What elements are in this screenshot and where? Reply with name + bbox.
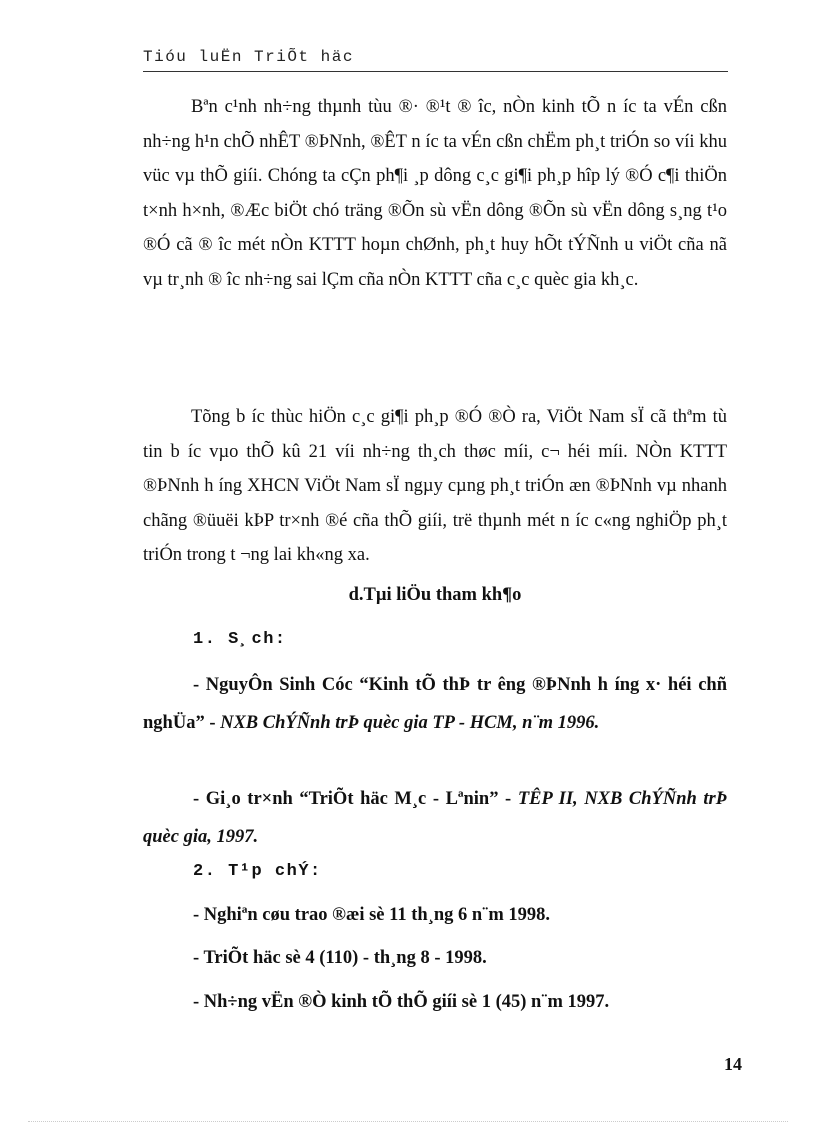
- reference-journal-3: - Nh÷ng vËn ®Ò kinh tÕ thÕ giíi sè 1 (45) n¨m 1997.: [193, 992, 610, 1012]
- header-divider: [143, 71, 728, 72]
- reference-book-2: [143, 780, 727, 856]
- body-paragraph-2: Tõng b íc thùc hiÖn c¸c gi¶i ph¸p ®Ó ®Ò ra, ViÖt Nam sÏ cã thªm tù tin b íc vµo thÕ kû 21 víi nh÷ng th¸ch thøc míi, c¬ héi míi. NÒn KTTT ®ÞNnh h íng XHCN ViÖt Nam sÏ ngµy cµng ph¸t triÓn æn ®ÞNnh vµ nhanh chãng ®üuëi kÞP tr×nh ®é cña thÕ giíi, trë thµnh mét n íc c«ng nghiÖp ph¸t triÓn trong t ¬ng lai kh«ng xa.: [143, 407, 727, 565]
- reference-book-2-source: TÊP II, NXB ChÝÑnh trÞ quèc gia, 1997.: [143, 789, 728, 847]
- books-subheading: 1. S¸ch:: [193, 630, 287, 649]
- reference-book-2-text: - Gi¸o tr×nh “TriÕt häc M¸c - Lªnin” -: [193, 789, 518, 809]
- page-bottom-border: [28, 1121, 788, 1122]
- references-heading: d.Tµi liÖu tham kh¶o: [348, 585, 522, 605]
- reference-book-1-source: NXB ChÝÑnh trÞ quèc gia TP - HCM, n¨m 1996.: [220, 713, 600, 733]
- journals-subheading: 2. T¹p chÝ:: [193, 862, 322, 881]
- reference-book-1-text: - NguyÔn Sinh Cóc “Kinh tÕ thÞ tr êng ®ÞNnh h íng x· héi chñ nghÜa” -: [143, 675, 727, 733]
- body-paragraph-1: Bªn c¹nh nh÷ng thµnh tùu ®· ®¹t ® îc, nÒn kinh tÕ n íc ta vÉn cßn nh÷ng h¹n chÕ nhÊT ®ÞNnh, ®ÊT n íc ta vÉn cßn chËm ph¸t triÓn so víi khu vüc vµ thÕ giíi. Chóng ta cÇn ph¶i ¸p dông c¸c gi¶i ph¸p hîp lý ®Ó c¶i thiÖn t×nh h×nh, ®Æc biÖt chó träng ®Õn sù vËn dông ®Õn sù vËn dông s¸ng t¹o ®Ó cã ® îc mét nÒn KTTT hoµn chØnh, ph¸t huy hÕt tÝÑnh u viÖt cña nã vµ tr¸nh ® îc nh÷ng sai lÇm cña nÒn KTTT cña c¸c quèc gia kh¸c.: [143, 97, 727, 290]
- reference-journal-2: - TriÕt häc sè 4 (110) - th¸ng 8 - 1998.: [193, 948, 487, 968]
- running-header: Tióu luËn TriÕt häc: [143, 48, 354, 66]
- reference-journal-1: - Nghiªn cøu trao ®æi sè 11 th¸ng 6 n¨m 1998.: [193, 905, 551, 925]
- page-number: 14: [724, 1054, 742, 1074]
- reference-book-1: [143, 666, 727, 742]
